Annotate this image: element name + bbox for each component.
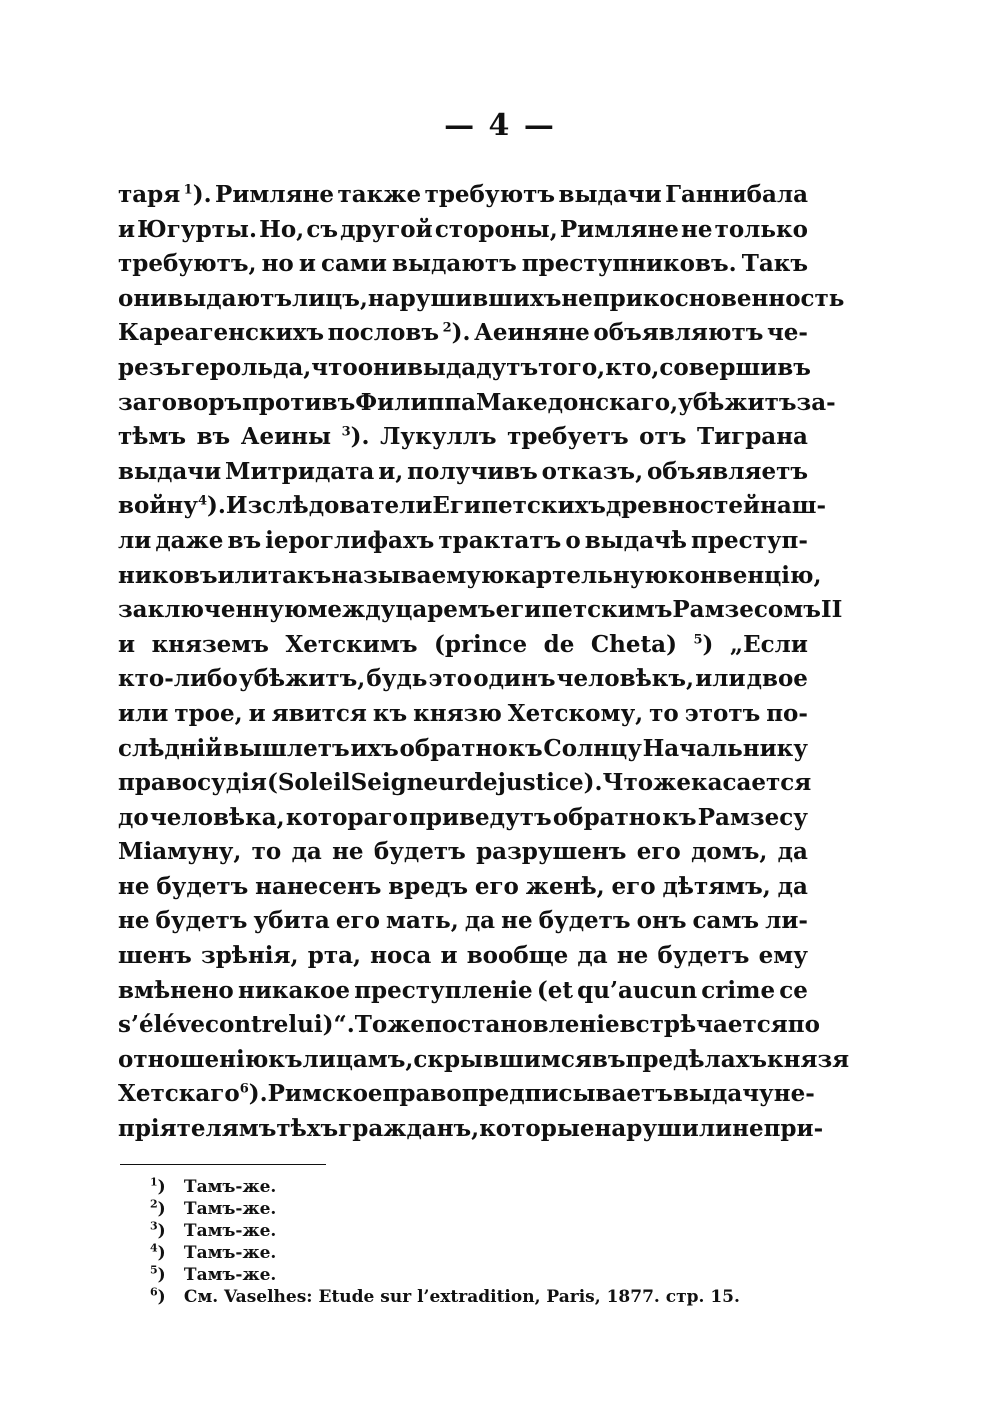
- word: тѣмъ: [118, 423, 187, 451]
- word: выдачи: [558, 181, 662, 208]
- word: встрѣчается: [619, 1011, 788, 1039]
- word: картельную: [504, 561, 668, 589]
- word: то: [649, 699, 679, 727]
- word: будетъ: [373, 838, 466, 866]
- word: съ: [306, 215, 338, 243]
- word: qu’aucun: [577, 976, 698, 1004]
- word: его: [611, 872, 656, 900]
- word: другой: [340, 215, 433, 243]
- word: ему: [758, 942, 808, 970]
- word: получивъ: [407, 457, 538, 485]
- body-line: [118, 420, 808, 455]
- word: de: [466, 769, 498, 797]
- word: Ганнибала: [665, 181, 808, 208]
- body-line: [118, 316, 808, 351]
- word: лицъ,: [291, 284, 368, 312]
- word: не: [118, 872, 150, 900]
- footnote: [150, 1176, 850, 1198]
- word: Изслѣдователи: [225, 492, 433, 520]
- word: и: [248, 699, 266, 727]
- word: отъ: [639, 423, 687, 451]
- word: кто,: [605, 353, 660, 381]
- word: предѣлахъ: [625, 1045, 768, 1073]
- word: по: [787, 1011, 820, 1039]
- word: убѣжитъ,: [238, 665, 366, 693]
- word: выдадутъ: [406, 353, 539, 381]
- word: „Если: [729, 630, 808, 658]
- footnote-rule: [120, 1164, 326, 1165]
- word: (Soleil: [266, 769, 351, 797]
- word: заговоръ: [118, 388, 243, 416]
- word: нарушили: [594, 1115, 733, 1143]
- word: ли: [118, 526, 152, 554]
- word: только: [714, 215, 808, 243]
- word: II: [820, 596, 843, 624]
- word: отказъ,: [541, 457, 644, 485]
- word: это: [428, 665, 473, 693]
- word: непри-: [732, 1115, 824, 1143]
- body-line: [118, 1008, 820, 1043]
- word: вышлетъ: [223, 734, 350, 762]
- word: да: [577, 942, 608, 970]
- word: касается: [690, 769, 812, 797]
- word: убита: [253, 907, 330, 935]
- word: не: [118, 907, 150, 935]
- word: вредъ: [388, 872, 468, 900]
- word: Солнцу: [543, 734, 642, 762]
- word: Seigneur: [350, 769, 467, 797]
- word: обратно: [552, 803, 661, 831]
- word: вмѣнено: [118, 976, 234, 1004]
- word: до: [118, 803, 149, 831]
- word: котораго: [285, 803, 408, 831]
- word: Тоже: [354, 1011, 426, 1039]
- word: но: [261, 250, 294, 278]
- body-line: [118, 732, 808, 767]
- word: этотъ: [684, 699, 761, 727]
- page-number: — 4 —: [444, 108, 556, 143]
- footnote: [150, 1286, 850, 1308]
- word: да: [777, 872, 808, 900]
- word: Митридата: [225, 457, 375, 485]
- body-line: [118, 282, 845, 317]
- word: contre: [204, 1011, 289, 1039]
- word: о: [565, 526, 581, 554]
- footnote-ref: $^6$).: [239, 1080, 268, 1108]
- body-line: [118, 1077, 815, 1112]
- word: отношенію: [118, 1045, 269, 1073]
- body-line: [118, 766, 812, 801]
- word: то: [251, 838, 282, 866]
- body-line: [118, 489, 827, 524]
- word: человѣка,: [149, 803, 285, 831]
- word: Кареагенскихъ: [118, 319, 325, 347]
- body-line: [118, 662, 808, 697]
- word: князя: [767, 1045, 850, 1073]
- word: (prince: [433, 630, 528, 658]
- word: обратно: [399, 734, 508, 762]
- word: за-: [796, 388, 836, 416]
- word: въ: [227, 526, 262, 554]
- footnote: [150, 1264, 850, 1286]
- word: преступ-: [691, 526, 808, 554]
- word: убѣжитъ: [678, 388, 797, 416]
- word: нанесенъ: [255, 872, 382, 900]
- word: явится: [271, 699, 367, 727]
- footnotes: [150, 1176, 850, 1308]
- body-line: [118, 974, 808, 1009]
- word: заключенную: [118, 596, 308, 624]
- body-line: [118, 559, 822, 594]
- word: выдачѣ: [584, 526, 687, 554]
- word: которые: [479, 1115, 595, 1143]
- word: будетъ: [156, 872, 249, 900]
- word: резъ: [118, 353, 182, 381]
- word: или: [695, 665, 746, 693]
- body-line: [118, 1112, 824, 1147]
- body-line: [118, 351, 811, 386]
- word: противъ: [242, 388, 356, 416]
- word: justice).: [497, 769, 603, 797]
- footnote-text: Тамъ-же.: [178, 1243, 277, 1263]
- word: пріятелямъ: [118, 1115, 277, 1143]
- word: будетъ: [657, 942, 750, 970]
- word: Египетскихъ: [432, 492, 606, 520]
- word: они: [118, 284, 168, 312]
- word: не: [501, 907, 533, 935]
- word: ли-: [765, 907, 808, 935]
- word: Лукуллъ: [380, 423, 497, 451]
- word: онъ: [636, 907, 687, 935]
- word: къ: [268, 1045, 303, 1073]
- word: совершивъ: [659, 353, 811, 381]
- word: постановленіе: [425, 1011, 620, 1039]
- word: пословъ: [327, 319, 439, 347]
- footnote-text: См. Vaselhes: Etude sur l’extradition, Paris, 1877. стр. 15.: [178, 1287, 740, 1307]
- word: его: [636, 838, 681, 866]
- word: гражданъ,: [338, 1115, 480, 1143]
- word: между: [307, 596, 396, 624]
- word: лицамъ,: [302, 1045, 414, 1073]
- word: преступленіе: [354, 976, 533, 1004]
- word: никовъ: [118, 561, 218, 589]
- word: объявляютъ: [593, 319, 764, 347]
- word: зрѣнія,: [201, 942, 299, 970]
- word: дѣтямъ,: [662, 872, 771, 900]
- word: носа: [370, 942, 432, 970]
- word: вообще: [466, 942, 569, 970]
- word: Cheta): [590, 630, 677, 658]
- word: князю: [413, 699, 502, 727]
- footnote: [150, 1198, 850, 1220]
- body-line: [118, 939, 808, 974]
- word: княземъ: [151, 630, 269, 658]
- footnote-marker: 3: [341, 424, 351, 440]
- word: и,: [378, 457, 404, 485]
- word: право: [382, 1080, 462, 1108]
- word: египетскимъ: [495, 596, 673, 624]
- word: Тиграна: [696, 423, 808, 451]
- word: царемъ: [395, 596, 496, 624]
- word: Филиппа: [355, 388, 477, 416]
- footnote: [150, 1242, 850, 1264]
- body-line: [118, 178, 808, 213]
- word: Хетскаго: [118, 1080, 240, 1108]
- word: рта,: [307, 942, 361, 970]
- word: слѣдній: [118, 734, 223, 762]
- word: двое: [746, 665, 808, 693]
- word: lui)“.: [288, 1011, 355, 1039]
- word: герольда,: [181, 353, 312, 381]
- word: требуетъ: [507, 423, 629, 451]
- word: мать,: [386, 907, 459, 935]
- body-line: [118, 1043, 850, 1078]
- word: человѣкъ,: [556, 665, 695, 693]
- footnote-number: $^4$): [150, 1241, 166, 1263]
- body-line: [118, 455, 808, 490]
- footnote-number: $^1$): [150, 1175, 166, 1197]
- word: Рамзесу: [697, 803, 808, 831]
- word: объявляетъ: [646, 457, 808, 485]
- word: че-: [766, 319, 808, 347]
- word: и: [298, 250, 316, 278]
- footnote-ref: $^5$): [693, 630, 714, 658]
- word: къ: [662, 803, 697, 831]
- word: стороны,: [434, 215, 558, 243]
- word: требуютъ,: [118, 250, 257, 278]
- footnote-ref: $^1$).: [183, 181, 212, 208]
- word: тѣхъ: [276, 1115, 339, 1143]
- footnote-ref: $^3$).: [341, 423, 370, 451]
- footnote: [150, 1220, 850, 1242]
- word: неприкосновенность: [561, 284, 845, 312]
- body-line: [118, 801, 808, 836]
- word: даже: [155, 526, 224, 554]
- footnote-marker: 2: [442, 320, 452, 336]
- footnote-marker: 6: [239, 1081, 249, 1097]
- word: самъ: [692, 907, 760, 935]
- word: іероглифахъ: [265, 526, 435, 554]
- word: или: [118, 699, 169, 727]
- body-line: [118, 697, 808, 732]
- body-line: [118, 524, 808, 559]
- word: того,: [538, 353, 606, 381]
- word: конвенцію,: [667, 561, 822, 589]
- word: приведутъ: [409, 803, 552, 831]
- word: s’éléve: [118, 1011, 205, 1039]
- word: предписываетъ: [461, 1080, 673, 1108]
- word: будетъ: [155, 907, 248, 935]
- body-line: [118, 835, 808, 870]
- footnote-number: $^2$): [150, 1197, 166, 1219]
- word: да: [777, 838, 808, 866]
- word: разрушенъ: [476, 838, 627, 866]
- word: Аеиняне: [474, 319, 590, 347]
- footnote-text: Тамъ-же.: [178, 1177, 277, 1197]
- word: трое,: [174, 699, 243, 727]
- word: сами: [320, 250, 387, 278]
- word: Македонскаго,: [476, 388, 679, 416]
- word: же: [653, 769, 691, 797]
- word: они: [357, 353, 407, 381]
- body-line: [118, 386, 836, 421]
- word: требуютъ: [424, 181, 556, 208]
- word: скрывшимся: [413, 1045, 592, 1073]
- word: преступниковъ.: [521, 250, 737, 278]
- footnote-number: $^3$): [150, 1219, 166, 1241]
- footnote-number: $^6$): [150, 1285, 166, 1307]
- footnote-text: Тамъ-же.: [178, 1265, 277, 1285]
- word: его: [474, 872, 519, 900]
- word: (et: [536, 976, 573, 1004]
- footnote-text: Тамъ-же.: [178, 1199, 277, 1219]
- body-line: [118, 870, 808, 905]
- word: Такъ: [741, 250, 808, 278]
- word: будетъ: [538, 907, 631, 935]
- word: не: [680, 215, 713, 243]
- word: de: [543, 630, 575, 658]
- word: къ: [508, 734, 543, 762]
- footnote-ref: $^2$).: [442, 319, 471, 347]
- word: Начальнику: [642, 734, 808, 762]
- word: въ: [591, 1045, 626, 1073]
- word: Хетскому,: [507, 699, 644, 727]
- word: выдачи: [118, 457, 222, 485]
- word: по-: [766, 699, 808, 727]
- word: никакое: [237, 976, 350, 1004]
- word: называемую: [331, 561, 505, 589]
- word: выдаютъ: [391, 250, 517, 278]
- body-line: [118, 904, 808, 939]
- word: шенъ: [118, 942, 192, 970]
- word: нарушившихъ: [367, 284, 562, 312]
- word: Но,: [259, 215, 305, 243]
- word: такъ: [267, 561, 332, 589]
- word: въ: [196, 423, 231, 451]
- word: Что: [602, 769, 654, 797]
- word: также: [337, 181, 422, 208]
- word: Римское: [267, 1080, 383, 1108]
- word: Римляне: [215, 181, 335, 208]
- word: Югурты.: [137, 215, 257, 243]
- word: древностей: [605, 492, 761, 520]
- word: и: [118, 630, 136, 658]
- body-line: [118, 247, 808, 282]
- body-line: [118, 213, 808, 248]
- word: не: [332, 838, 364, 866]
- word: войну: [118, 492, 198, 520]
- word: Аеины: [240, 423, 332, 451]
- word: кто-либо: [118, 665, 238, 693]
- word: ихъ: [350, 734, 399, 762]
- word: трактатъ: [438, 526, 562, 554]
- word: crime: [701, 976, 776, 1004]
- word: домъ,: [691, 838, 768, 866]
- word: и: [440, 942, 458, 970]
- word: будь: [366, 665, 428, 693]
- word: его: [335, 907, 380, 935]
- word: таря: [118, 181, 181, 208]
- word: или: [217, 561, 268, 589]
- footnote-marker: 4: [197, 493, 207, 509]
- footnote-text: Тамъ-же.: [178, 1221, 277, 1241]
- word: къ: [372, 699, 408, 727]
- word: и: [118, 215, 136, 243]
- word: правосудія: [118, 769, 267, 797]
- word: наш-: [760, 492, 827, 520]
- word: да: [464, 907, 496, 935]
- word: ce: [779, 976, 808, 1004]
- footnote-ref: $^4$).: [197, 492, 226, 520]
- footnote-number: $^5$): [150, 1263, 166, 1285]
- word: Міамуну,: [118, 838, 242, 866]
- body-line: [118, 628, 808, 663]
- word: что: [311, 353, 358, 381]
- word: одинъ: [473, 665, 556, 693]
- word: Хетскимъ: [285, 630, 418, 658]
- word: не: [616, 942, 649, 970]
- footnote-marker: 5: [693, 632, 703, 648]
- body-line: [118, 593, 843, 628]
- word: Рамзесомъ: [672, 596, 821, 624]
- word: женѣ,: [525, 872, 605, 900]
- word: выдаютъ: [167, 284, 292, 312]
- word: да: [291, 838, 322, 866]
- word: Римляне: [559, 215, 679, 243]
- word: не-: [773, 1080, 815, 1108]
- body-text: [118, 178, 850, 1147]
- word: выдачу: [672, 1080, 774, 1108]
- footnote-marker: 1: [183, 182, 193, 198]
